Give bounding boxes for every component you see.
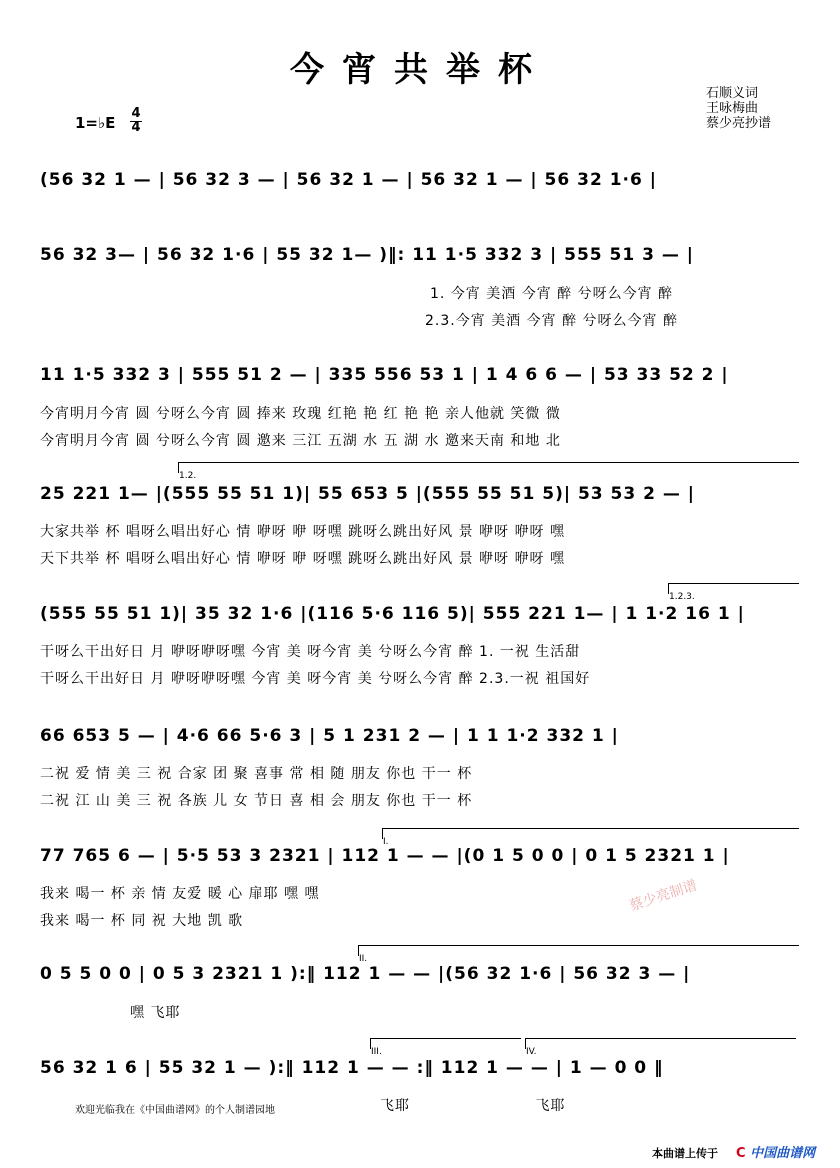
site-logo [736,1142,815,1161]
lyrics-line-4-verse-1: 大家共举 杯 唱呀么唱出好心 情 咿呀 咿 呀嘿 跳呀么跳出好风 景 咿呀 咿呀 嘿 [40,524,565,540]
composer-credit: 王咏梅曲 [706,101,759,116]
lyrics-line-3-verse-2: 今宵明月今宵 圆 兮呀么今宵 圆 邀来 三江 五湖 水 五 湖 水 邀来天南 和地 北 [40,433,561,449]
upload-note: 本曲谱上传于 [652,1147,718,1160]
volta-label-5: III. [371,1047,382,1057]
lyrics-line-3-verse-1: 今宵明月今宵 圆 兮呀么今宵 圆 捧来 玫瑰 红艳 艳 红 艳 艳 亲人他就 笑微 微 [40,406,561,422]
lyrics-line-8: 嘿 飞耶 [130,1005,181,1021]
score-line-3: 11 1·5 332 3 | 555 51 2 — | 335 556 53 1 | 1 4 6 6 — | 53 33 52 2 | [40,365,729,385]
volta-bracket-1 [178,462,799,481]
lyrics-line-7-verse-1: 我来 喝一 杯 亲 情 友爱 暖 心 扉耶 嘿 嘿 [40,886,320,902]
lyricist-credit: 石顺义词 [706,86,759,101]
score-line-2: 56 32 3— | 56 32 1·6 | 55 32 1— )‖: 11 1·5 332 3 | 555 51 3 — | [40,245,694,265]
lyrics-line-4-verse-2: 天下共举 杯 唱呀么唱出好心 情 咿呀 咿 呀嘿 跳呀么跳出好风 景 咿呀 咿呀 嘿 [40,551,565,567]
lyrics-line-7-verse-2: 我来 喝一 杯 同 祝 大地 凯 歌 [40,913,244,929]
site-logo-text: 中国曲谱网 [750,1146,816,1161]
volta-label-4: II. [359,954,368,964]
lyrics-line-5-verse-1: 干呀么干出好日 月 咿呀咿呀嘿 今宵 美 呀今宵 美 兮呀么今宵 醉 1. 一祝 生活甜 [40,644,581,660]
lyrics-line-2-verse-1: 1. 今宵 美酒 今宵 醉 兮呀么今宵 醉 [430,286,674,302]
lyrics-line-6-verse-2: 二祝 江 山 美 三 祝 各族 儿 女 节日 喜 相 会 朋友 你也 干一 杯 [40,793,473,809]
volta-label-2: 1.2.3. [669,592,695,602]
lyrics-line-2-verse-2: 2.3.今宵 美酒 今宵 醉 兮呀么今宵 醉 [425,313,678,329]
score-line-9: 56 32 1 6 | 55 32 1 — ):‖ 112 1 — — :‖ 112 1 — — | 1 — 0 0 ‖ [40,1058,664,1078]
transcriber-credit: 蔡少亮抄谱 [706,116,772,131]
score-line-1: (56 32 1 — | 56 32 3 — | 56 32 1 — | 56 32 1 — | 56 32 1·6 | [40,170,657,190]
volta-bracket-3 [382,828,799,847]
score-line-5: (555 55 51 1)| 35 32 1·6 |(116 5·6 116 5)| 555 221 1— | 1 1·2 16 1 | [40,604,745,624]
time-signature-top: 4 [131,106,141,121]
volta-bracket-2 [668,583,799,602]
footer-note: 欢迎光临我在《中国曲谱网》的个人制谱园地 [75,1105,275,1116]
page-title: 今宵共举杯 [290,50,550,90]
score-line-8: 0 5 5 0 0 | 0 5 3 2321 1 ):‖ 112 1 — — |(56 32 1·6 | 56 32 3 — | [40,964,691,984]
volta-label-1: 1.2. [179,471,197,481]
volta-bracket-5 [370,1038,521,1057]
volta-label-3: I. [383,837,389,847]
lyrics-line-9: 飞耶 飞耶 [380,1098,566,1114]
time-signature [130,108,142,134]
lyrics-line-6-verse-1: 二祝 爱 情 美 三 祝 合家 团 聚 喜事 常 相 随 朋友 你也 干一 杯 [40,766,473,782]
watermark: 蔡少亮制谱 [627,877,700,915]
score-line-7: 77 765 6 — | 5·5 53 3 2321 | 112 1 — — |(0 1 5 0 0 | 0 1 5 2321 1 | [40,846,730,866]
volta-bracket-4 [358,945,799,964]
site-logo-mark: C [736,1146,746,1161]
score-line-6: 66 653 5 — | 4·6 66 5·6 3 | 5 1 231 2 — | 1 1 1·2 332 1 | [40,726,619,746]
volta-bracket-6 [525,1038,796,1057]
score-line-4: 25 221 1— |(555 55 51 1)| 55 653 5 |(555 55 51 5)| 53 53 2 — | [40,484,695,504]
volta-label-6: IV. [526,1047,537,1057]
lyrics-line-5-verse-2: 干呀么干出好日 月 咿呀咿呀嘿 今宵 美 呀今宵 美 兮呀么今宵 醉 2.3.一祝 祖国好 [40,671,591,687]
key-signature: 1=♭E [75,114,116,132]
time-signature-bottom: 4 [131,120,141,135]
